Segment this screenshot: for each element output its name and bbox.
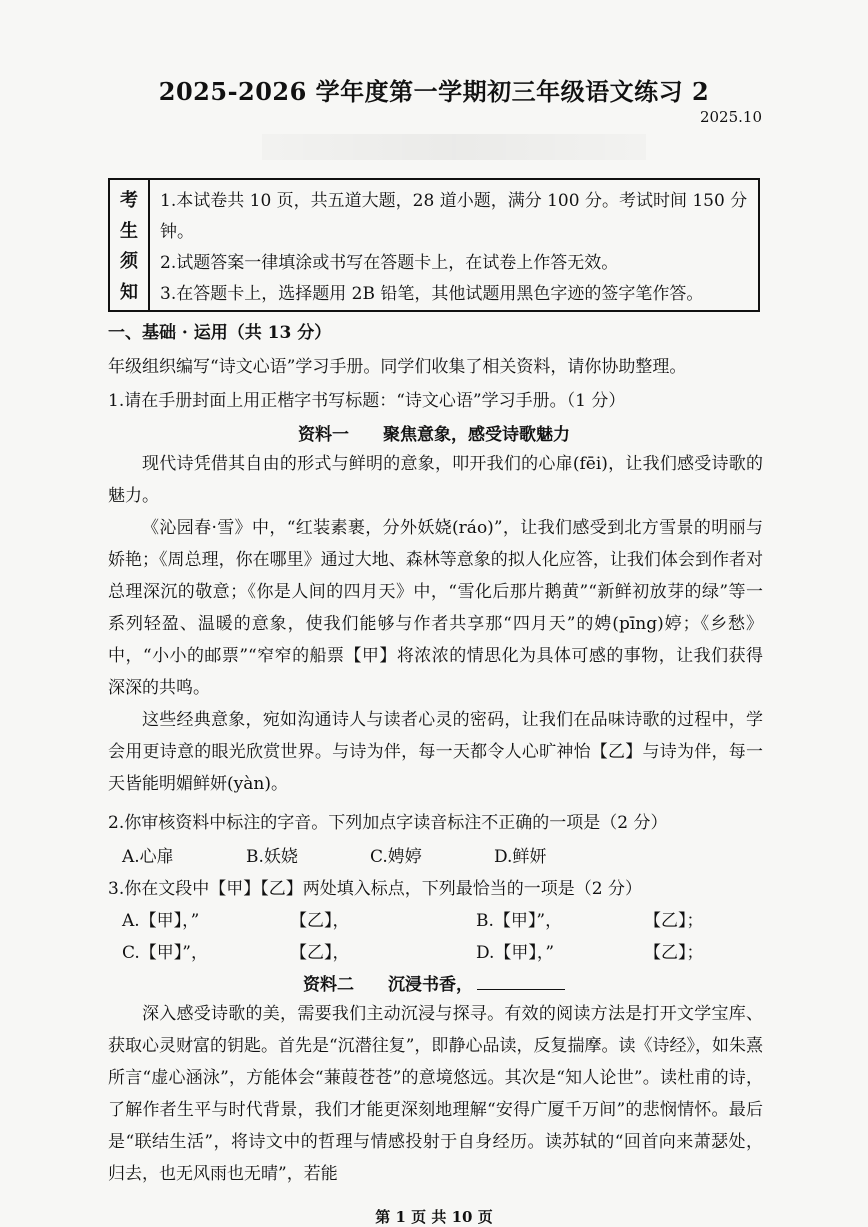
page-footer: 第 1 页 共 10 页 (375, 1208, 493, 1226)
section-intro: 年级组织编写“诗文心语”学习手册。同学们收集了相关资料，请你协助整理。 (108, 357, 687, 377)
notice-label-char: 考 (120, 190, 138, 212)
notice-body (150, 180, 758, 310)
question-3-option-b-yi: 【乙】； (644, 911, 704, 931)
question-1: 1.请在手册封面上用正楷字书写标题：“诗文心语”学习手册。（1 分） (108, 391, 626, 411)
section-heading: 一、基础 · 运用（共 13 分） (108, 323, 332, 343)
material-2-heading-text: 资料二 沉浸书香， (303, 975, 473, 995)
fill-in-blank (477, 975, 565, 990)
material-1-paragraph: 现代诗凭借其自由的形式与鲜明的意象，叩开我们的心扉(fēi)，让我们感受诗歌的魅力。 (108, 454, 763, 506)
notice-item: 2.试题答案一律填涂或书写在答题卡上，在试卷上作答无效。 (160, 253, 619, 273)
notice-item: 3.在答题卡上，选择题用 2B 铅笔，其他试题用黑色字迹的签字笔作答。 (160, 284, 704, 304)
material-2-heading (0, 970, 868, 995)
notice-label-char: 须 (120, 251, 138, 273)
question-3-option-a-jia: A.【甲】，” (122, 911, 200, 931)
question-2-option: A.心扉 (122, 847, 174, 867)
question-2-option: D.鲜妍 (494, 847, 547, 867)
question-3-option-a-yi: 【乙】， (290, 911, 350, 931)
notice-label-char: 知 (120, 281, 138, 303)
material-1-heading: 资料一 聚焦意象，感受诗歌魅力 (298, 425, 570, 445)
material-1-paragraph: 这些经典意象，宛如沟通诗人与读者心灵的密码，让我们在品味诗歌的过程中，学会用更诗意的眼光欣赏世界。与诗为伴，每一天都令人心旷神怡【乙】与诗为伴，每一天皆能明媚鲜妍(yàn)。 (108, 710, 763, 794)
question-3-option-b-jia: B.【甲】”， (476, 911, 563, 931)
notice-item: 1.本试卷共 10 页，共五道大题，28 道小题，满分 100 分。考试时间 150 分钟。 (160, 191, 748, 242)
question-2-option: B.妖娆 (246, 847, 298, 867)
question-3-option-d-jia: D.【甲】，” (476, 943, 555, 963)
question-3-option-c-jia: C.【甲】”， (122, 943, 208, 963)
scan-smudge (262, 134, 646, 160)
question-2-option: C.娉婷 (370, 847, 422, 867)
notice-label (110, 180, 150, 310)
exam-date: 2025.10 (699, 108, 762, 126)
notice-label-char: 生 (120, 220, 138, 242)
question-3-stem: 3.你在文段中【甲】【乙】两处填入标点，下列最恰当的一项是（2 分） (108, 879, 642, 899)
candidate-notice-box (108, 178, 760, 312)
question-2-stem: 2.你审核资料中标注的字音。下列加点字读音标注不正确的一项是（2 分） (108, 813, 668, 833)
material-2-paragraph: 深入感受诗歌的美，需要我们主动沉浸与探寻。有效的阅读方法是打开文学宝库、获取心灵财富的钥匙。首先是“沉潜往复”，即静心品读，反复揣摩。读《诗经》，如朱熹所言“虚心涵泳”，方能体会“蒹葭苍苍”的意境悠远。其次是“知人论世”。读杜甫的诗，了解作者生平与时代背景，我们才能更深刻地理解“安得广厦千万间”的悲悯情怀。最后是“联结生活”，将诗文中的哲理与情感投射于自身经历。读苏轼的“回首向来萧瑟处，归去，也无风雨也无晴”，若能 (108, 1004, 763, 1184)
page-title: 2025-2026 学年度第一学期初三年级语文练习 2 (158, 77, 710, 106)
question-3-option-d-yi: 【乙】； (644, 943, 704, 963)
question-3-option-c-yi: 【乙】， (290, 943, 350, 963)
material-1-paragraph: 《沁园春·雪》中，“红装素裹，分外妖娆(ráo)”，让我们感受到北方雪景的明丽与娇艳；《周总理，你在哪里》通过大地、森林等意象的拟人化应答，让我们体会到作者对总理深沉的敬意；《你是人间的四月天》中，“雪化后那片鹅黄”“新鲜初放芽的绿”等一系列轻盈、温暖的意象，使我们能够与作者共享那“四月天”的娉(pīng)婷；《乡愁》中，“小小的邮票”“窄窄的船票【甲】将浓浓的情思化为具体可感的事物，让我们获得深深的共鸣。 (108, 518, 763, 698)
